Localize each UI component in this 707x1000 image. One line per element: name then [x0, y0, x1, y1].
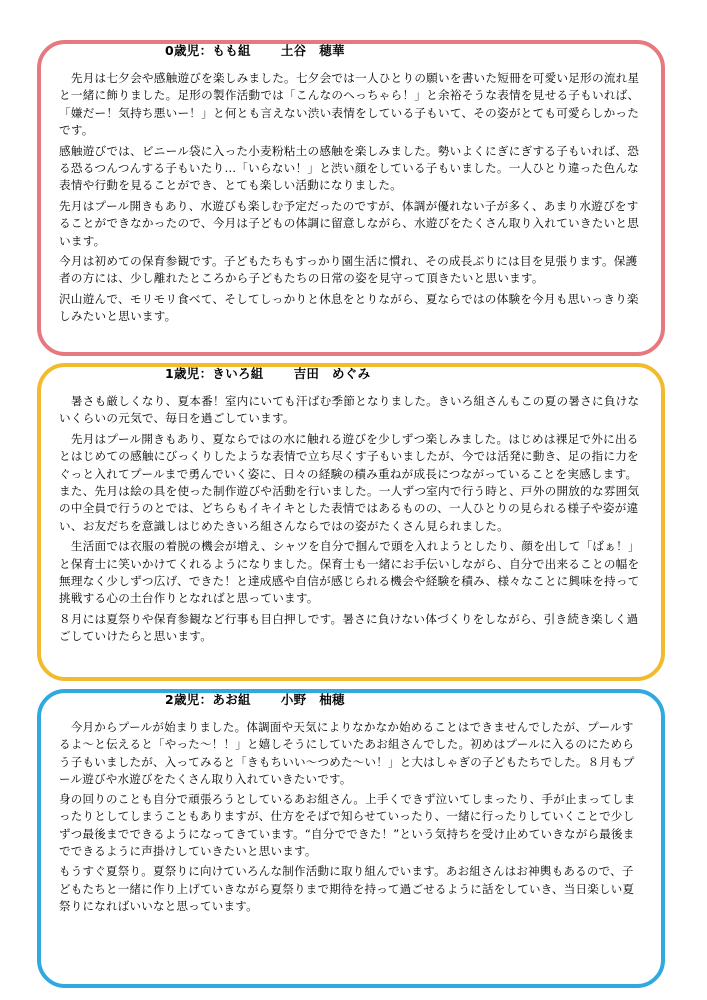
class-name: 0歳児：もも組 [165, 43, 251, 58]
section-body [59, 70, 645, 326]
paragraph: 今月からプールが始まりました。体調面や天気によりなかなか始めることはできませんでしたが、プールするよ～と伝えると「やった～！！」と嬉しそうにしていたあお組さんでした。初めはプールに入るのにためらう子もいましたが、入ってみると「きもちいい～つめた～い！」と大はしゃぎの子どもたちでした。８月もプール遊びや水遊びをたくさん取り入れていきたいです。 [59, 720, 635, 786]
paragraph: 先月は七夕会や感触遊びを楽しみました。七夕会では一人ひとりの願いを書いた短冊を可愛い足形の流れ星と一緒に飾りました。足形の製作活動では「こんなのへっちゃら！」と余裕そうな表情を見せる子もいれば、「嫌だー！気持ち悪いー！」と何とも言えない渋い表情をしている子もいて、その姿がとても可愛らしかったです。 [59, 71, 640, 138]
paragraph: 今月は初めての保育参観です。子どもたちもすっかり園生活に慣れ、その成長ぶりには目を見張ります。保護者の方には、少し離れたところから子どもたちの日常の姿を見守って頂きたいと思います。 [59, 254, 638, 286]
paragraph: 沢山遊んで、モリモリ食べて、そしてしっかりと休息をとりながら、夏ならではの体験を今月も思いっきり楽しみたいと思います。 [59, 291, 639, 324]
paragraph: 暑さも厳しくなり、夏本番！室内にいても汗ばむ季節となりました。きいろ組さんもこの夏の暑さに負けないくらいの元気で、毎日を過ごしています。 [59, 394, 640, 426]
section-kiiro [37, 363, 665, 681]
paragraph: もうすぐ夏祭り。夏祭りに向けていろんな制作活動に取り組んでいます。あお組さんはお神輿もあるので、子どもたちと一緒に作り上げていきながら夏祭りまで期待を持って過ごせるように話をしていき、当日楽しい夏祭りになればいいなと思っています。 [59, 864, 635, 913]
section-heading [159, 692, 351, 708]
section-ao [37, 689, 665, 988]
teacher-name: 小野 柚穂 [280, 692, 345, 707]
section-heading [159, 43, 351, 59]
section-heading [159, 366, 376, 382]
paragraph: 身の回りのことも自分で頑張ろうとしているあお組さん。上手くできず泣いてしまったり、手が止まってしまったりとしてしまうこともありますが、仕方をそばで知らせていったり、一緒に行ったりしていくことで少しずつ最後までできるようになってきています。“自分でできた！”という気持ちを受け止めていきながら最後までできるように声掛けしていきたいと思います。 [59, 792, 636, 859]
paragraph: 先月はプール開きもあり、水遊びも楽しむ予定だったのですが、体調が優れない子が多く、あまり水遊びをすることができなかったので、今月は子どもの体調に留意しながら、水遊びをたくさん取り入れていきたいと思います。 [59, 198, 640, 248]
teacher-name: 土谷 穂華 [280, 43, 345, 58]
paragraph: 先月はプール開きもあり、夏ならではの水に触れる遊びを少しずつ楽しみました。はじめは裸足で外に出るとはじめての感触にびっくりしたような表情で立ち尽くす子もいましたが、今では活発に動き、足の指に力をぐっと入れてプールまで勇んでいく姿に、日々の経験の積み重ねが成長につながっていることを実感します。また、先月は絵の具を使った制作遊びや活動を行いました。一人ずつ室内で行う時と、戸外の開放的な雰囲気の中全員で行うのとでは、どちらもイキイキとした表情ではあるものの、一人ひとりの見られる様子や姿が違い、お友だちを意識しはじめたきいろ組さんならではの姿がたくさん見られました。 [59, 431, 640, 533]
section-body [59, 719, 645, 915]
teacher-name: 吉田 めぐみ [293, 366, 371, 381]
paragraph: 感触遊びでは、ビニール袋に入った小麦粉粘土の感触を楽しみました。勢いよくにぎにぎする子もいれば、恐る恐るつんつんする子もいたり…「いらない！」と渋い顔をしている子もいました。一人ひとり違った色んな表情や行動を見ることができ、とても楽しい活動になりました。 [59, 143, 640, 193]
class-name: 1歳児：きいろ組 [165, 366, 264, 381]
section-body [59, 393, 645, 646]
class-name: 2歳児：あお組 [165, 692, 251, 707]
paragraph: 生活面では衣服の着脱の機会が増え、シャツを自分で掴んで頭を入れようとしたり、顔を出して「ばぁ！」と保育士に笑いかけてくれるようになりました。保育士も一緒にお手伝いしながら、自分で出来ることの幅を無理なく少しずつ広げ、できた！と達成感や自信が感じられる機会や経験を積み、様々なことに興味を持って挑戦する心の土台作りとなればと思っています。 [59, 539, 640, 606]
section-momo [37, 40, 665, 356]
paragraph: ８月には夏祭りや保育参観など行事も目白押しです。暑さに負けない体づくりをしながら、引き続き楽しく過ごしていけたらと思います。 [59, 611, 639, 644]
